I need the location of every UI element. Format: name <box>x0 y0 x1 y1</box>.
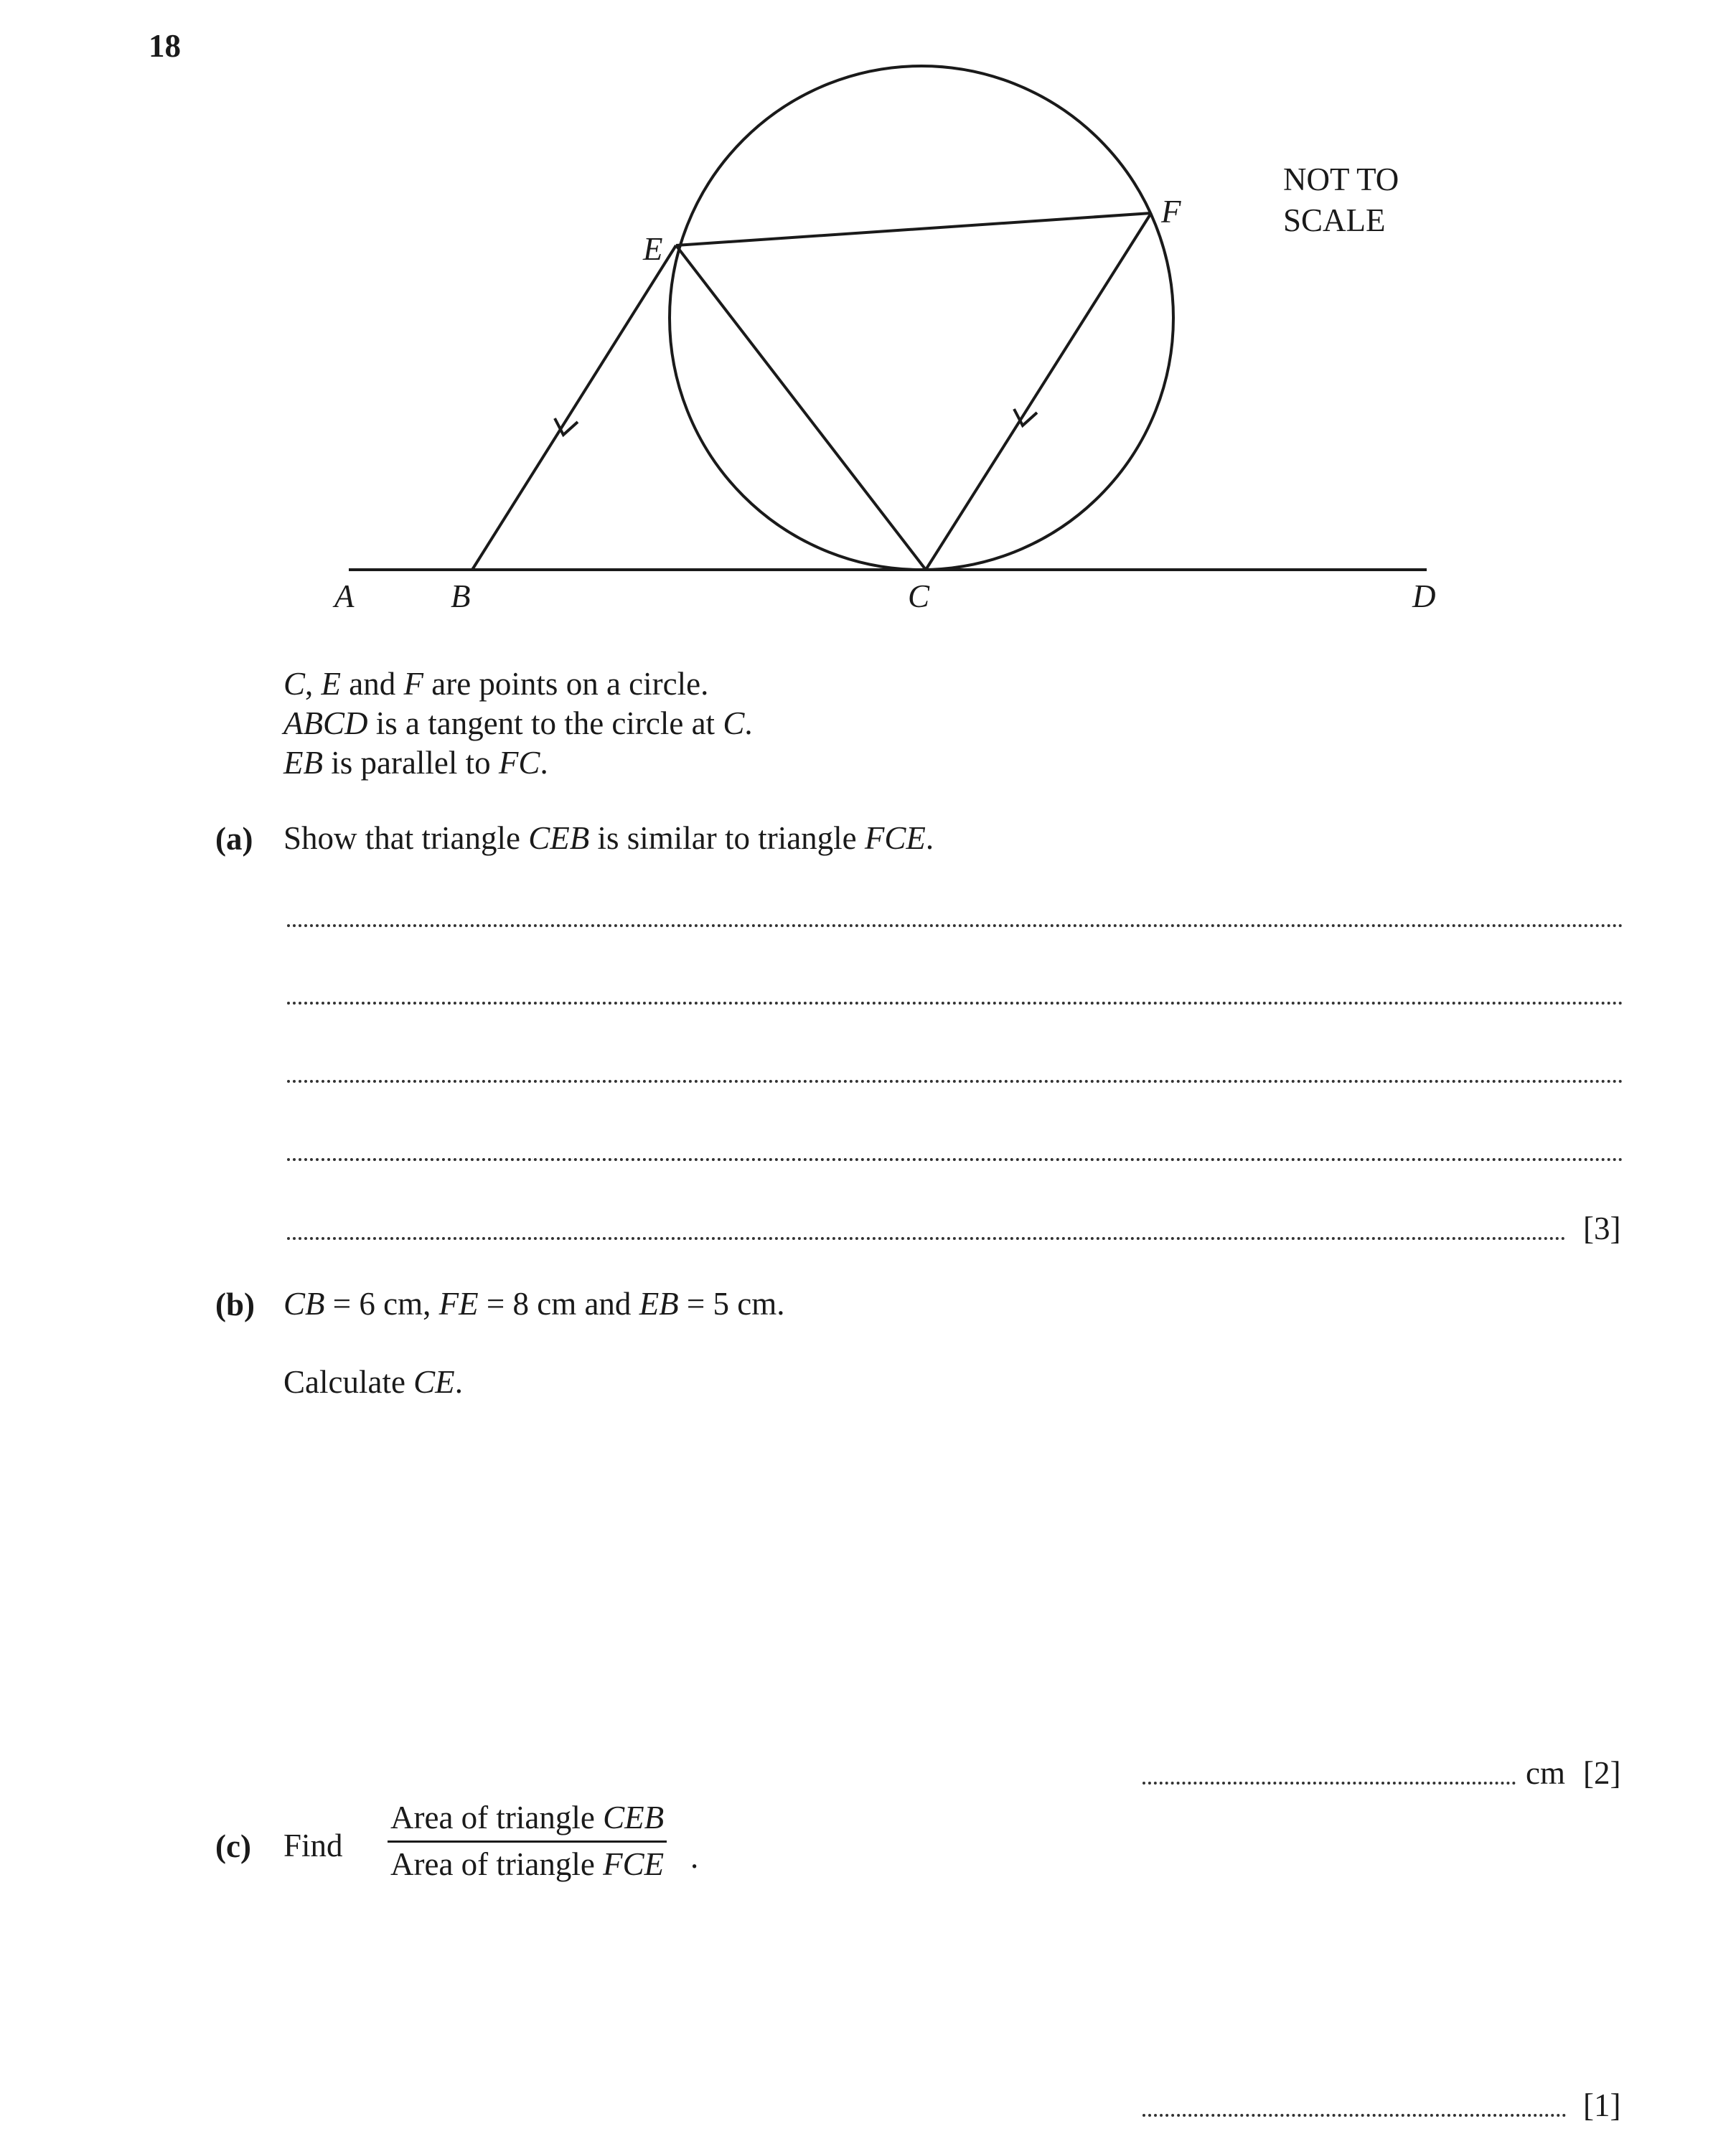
circle <box>670 66 1173 570</box>
part-a-label: (a) <box>215 821 253 857</box>
answer-line-c[interactable] <box>1143 2114 1566 2117</box>
part-a-marks: [3] <box>1583 1210 1621 1246</box>
part-b-given: CB = 6 cm, FE = 8 cm and EB = 5 cm. <box>283 1286 785 1322</box>
intro-line-2: ABCD is a tangent to the circle at C. <box>283 705 753 741</box>
answer-line-a3[interactable] <box>287 1080 1623 1083</box>
answer-line-b[interactable] <box>1143 1782 1516 1785</box>
question-number: 18 <box>149 28 181 64</box>
label-f: F <box>1161 194 1181 230</box>
label-c: C <box>908 578 930 614</box>
answer-line-a2[interactable] <box>287 1002 1623 1005</box>
line-eb <box>472 245 676 570</box>
circle-tangent-diagram <box>0 0 1736 631</box>
line-ef <box>676 213 1151 245</box>
label-d: D <box>1412 578 1436 614</box>
part-c-fraction <box>388 1797 667 1884</box>
part-c-find: Find <box>283 1828 343 1863</box>
fraction-denominator: Area of triangle FCE <box>390 1846 665 1882</box>
area-ratio-fraction <box>388 1797 667 1884</box>
not-to-scale-line2: SCALE <box>1283 202 1386 238</box>
line-ec <box>676 245 926 570</box>
part-b-label: (b) <box>215 1287 255 1322</box>
part-b-unit: cm <box>1526 1755 1565 1791</box>
part-c-marks: [1] <box>1583 2087 1621 2123</box>
part-a-question: Show that triangle CEB is similar to triangle FCE. <box>283 820 934 856</box>
answer-line-a1[interactable] <box>287 924 1623 927</box>
intro-line-1: C, E and F are points on a circle. <box>283 666 709 702</box>
part-b-marks: [2] <box>1583 1755 1621 1791</box>
label-b: B <box>451 578 471 614</box>
part-c-period: . <box>690 1839 699 1875</box>
intro-line-3: EB is parallel to FC. <box>283 745 548 781</box>
part-b-instruction: Calculate CE. <box>283 1364 463 1400</box>
fraction-numerator: Area of triangle CEB <box>388 1797 667 1843</box>
label-e: E <box>643 231 663 267</box>
line-fc <box>926 213 1151 570</box>
answer-line-a4[interactable] <box>287 1158 1623 1161</box>
not-to-scale-line1: NOT TO <box>1283 161 1399 197</box>
part-c-label: (c) <box>215 1828 251 1864</box>
label-a: A <box>334 578 355 614</box>
answer-line-a5[interactable] <box>287 1237 1566 1240</box>
